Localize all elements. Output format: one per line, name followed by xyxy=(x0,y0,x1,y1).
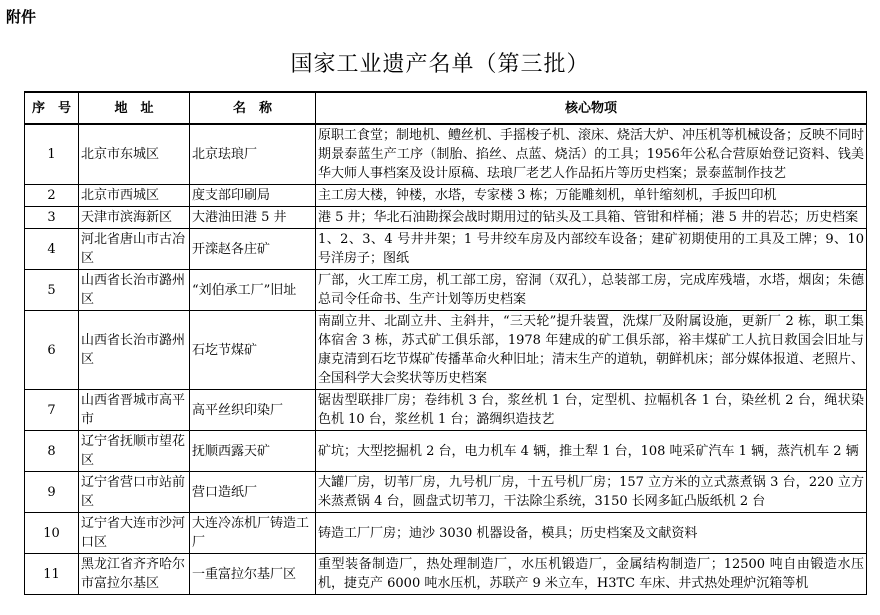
seq-cell: 5 xyxy=(25,270,79,311)
table-row xyxy=(25,270,867,311)
name-cell: 一重富拉尔基厂区 xyxy=(190,554,316,595)
header-core-items: 核心物项 xyxy=(316,92,867,124)
table-row xyxy=(25,185,867,207)
name-cell: 高平丝织印染厂 xyxy=(190,390,316,431)
table-row xyxy=(25,554,867,595)
table-row xyxy=(25,472,867,513)
seq-cell: 6 xyxy=(25,311,79,390)
heritage-table xyxy=(24,91,867,595)
seq-cell: 4 xyxy=(25,229,79,270)
core-items-cell: 主工房大楼，钟楼，水塔，专家楼 3 栋；万能雕刻机，单针缩刻机，手扳凹印机 xyxy=(316,185,867,207)
core-items-cell: 锯齿型联排厂房；卷纬机 3 台，浆丝机 1 台，定型机、拉幅机各 1 台，染丝机 2 台，绳状染色机 10 台，浆丝机 1 台；潞绸织造技艺 xyxy=(316,390,867,431)
seq-cell: 1 xyxy=(25,124,79,185)
table-row xyxy=(25,311,867,390)
address-cell: 辽宁省营口市站前区 xyxy=(79,472,190,513)
core-items-cell: 厂部，火工库工房，机工部工房，窑洞（双孔），总装部工房，完成库残墙，水塔，烟囱；朱德总司令任命书、生产计划等历史档案 xyxy=(316,270,867,311)
core-items-cell: 1、2、3、4 号井井架；1 号井绞车房及内部绞车设备；建矿初期使用的工具及工牌；9、10 号洋房子；图纸 xyxy=(316,229,867,270)
seq-cell: 10 xyxy=(25,513,79,554)
seq-cell: 7 xyxy=(25,390,79,431)
address-cell: 黑龙江省齐齐哈尔市富拉尔基区 xyxy=(79,554,190,595)
name-cell: 大港油田港 5 井 xyxy=(190,207,316,229)
table-row xyxy=(25,390,867,431)
core-items-cell: 大罐厂房，切苇厂房，九号机厂房，十五号机厂房；157 立方米的立式蒸煮锅 3 台，220 立方米蒸煮锅 4 台，圆盘式切苇刀，干法除尘系统，3150 长网多缸凸版纸机 2 台 xyxy=(316,472,867,513)
table-row xyxy=(25,124,867,185)
name-cell: “刘伯承工厂”旧址 xyxy=(190,270,316,311)
name-cell: 大连冷冻机厂铸造工厂 xyxy=(190,513,316,554)
core-items-cell: 矿坑；大型挖掘机 2 台，电力机车 4 辆，推土犁 1 台，108 吨采矿汽车 1 辆，蒸汽机车 2 辆 xyxy=(316,431,867,472)
table-row xyxy=(25,431,867,472)
address-cell: 山西省晋城市高平市 xyxy=(79,390,190,431)
core-items-cell: 南副立井、北副立井、主斜井，“三天轮”提升装置，洗煤厂及附属设施，更新厂 2 栋，职工集体宿舍 3 栋，苏式矿工俱乐部，1978 年建成的矿工俱乐部，裕丰煤矿工人抗日救国会旧址与康克清到石圪节煤矿传播革命火种旧址；清末生产的道轨，朝鲜机床；部分媒体报道、老照片、全国科学大会奖状等历史档案 xyxy=(316,311,867,390)
seq-cell: 3 xyxy=(25,207,79,229)
address-cell: 北京市东城区 xyxy=(79,124,190,185)
header-name: 名 称 xyxy=(190,92,316,124)
header-seq: 序 号 xyxy=(25,92,79,124)
address-cell: 山西省长治市潞州区 xyxy=(79,311,190,390)
table-row xyxy=(25,513,867,554)
address-cell: 北京市西城区 xyxy=(79,185,190,207)
header-address: 地 址 xyxy=(79,92,190,124)
table-row xyxy=(25,229,867,270)
core-items-cell: 铸造工厂厂房；迪沙 3030 机器设备，模具；历史档案及文献资料 xyxy=(316,513,867,554)
core-items-cell: 原职工食堂；制地机、鳢丝机、手摇梭子机、滚床、烧活大炉、冲压机等机械设备；反映不同时期景泰蓝生产工序（制胎、掐丝、点蓝、烧活）的工具；1956年公私合营原始登记资料、钱美华大师人事档案及设计原稿、珐琅厂老艺人作品拓片等历史档案；景泰蓝制作技艺 xyxy=(316,124,867,185)
core-items-cell: 港 5 井；华北石油勘探会战时期用过的钻头及工具箱、管钳和样桶；港 5 井的岩芯；历史档案 xyxy=(316,207,867,229)
name-cell: 营口造纸厂 xyxy=(190,472,316,513)
name-cell: 抚顺西露天矿 xyxy=(190,431,316,472)
name-cell: 石圪节煤矿 xyxy=(190,311,316,390)
attachment-label: 附件 xyxy=(6,8,37,26)
name-cell: 度支部印刷局 xyxy=(190,185,316,207)
name-cell: 开滦赵各庄矿 xyxy=(190,229,316,270)
address-cell: 辽宁省抚顺市望花区 xyxy=(79,431,190,472)
address-cell: 河北省唐山市古冶区 xyxy=(79,229,190,270)
table-header-row xyxy=(25,92,867,124)
page-title: 国家工业遗产名单（第三批） xyxy=(290,52,590,77)
address-cell: 天津市滨海新区 xyxy=(79,207,190,229)
table-row xyxy=(25,207,867,229)
seq-cell: 2 xyxy=(25,185,79,207)
address-cell: 辽宁省大连市沙河口区 xyxy=(79,513,190,554)
name-cell: 北京珐琅厂 xyxy=(190,124,316,185)
seq-cell: 8 xyxy=(25,431,79,472)
core-items-cell: 重型装备制造厂，热处理制造厂，水压机锻造厂，金属结构制造厂；12500 吨自由锻造水压机，捷克产 6000 吨水压机，苏联产 9 米立车，H3TC 车床、井式热处理炉沉箱等机 xyxy=(316,554,867,595)
seq-cell: 11 xyxy=(25,554,79,595)
address-cell: 山西省长治市潞州区 xyxy=(79,270,190,311)
seq-cell: 9 xyxy=(25,472,79,513)
